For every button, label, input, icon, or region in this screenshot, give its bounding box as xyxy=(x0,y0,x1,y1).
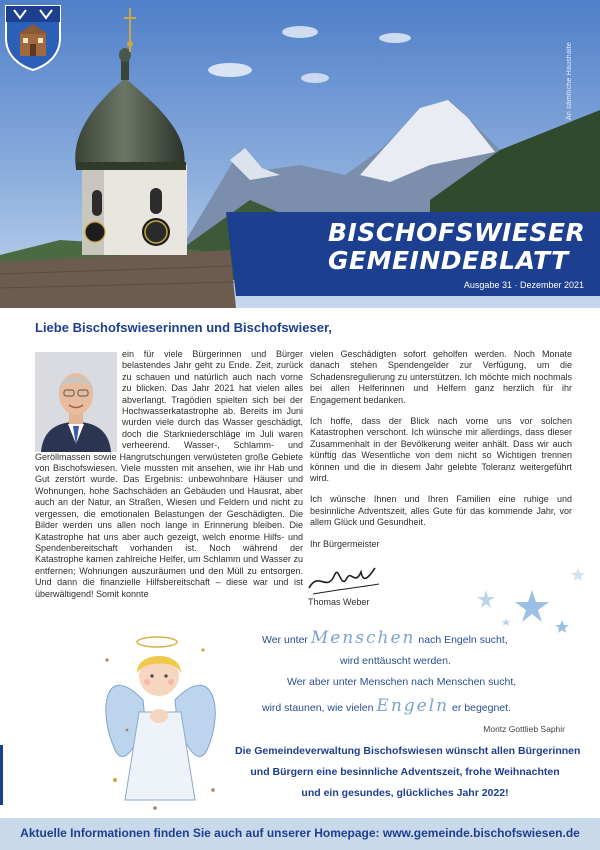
banner-notch xyxy=(226,212,236,296)
letter-paragraph: Ich hoffe, dass der Blick nach vorne uns vor solchen Katastrophen verschont. Ich wünsche mir allerdings, dass dieser Zusammenhalt in der Bevölkerung weiter anhält. Dass wir auch künftig das Wesentliche von dem nicht so Wichtigen trennen können und die in diesem Jahr gelebte Toleranz weitergeführt wird. xyxy=(310,416,572,484)
letter-paragraph: ein für viele Bürgerinnen und Bürger belastendes Jahr geht zu Ende. Zeit, zurück zu schauen und natürlich auch nach vorne zu blicken. Das Jahr 2021 hat vielen alles abverlangt. Tragödien spielten sich bei der Hochwasserkatastrophe ab. Bereits im Juni wurden viele durch das Wasser geschädigt, doch die Starkniederschläge im Juli waren verheerend. Wasser-, Schlamm- und Geröllmassen sowie Hangrutschungen verwüsteten große Gebiete von Bischofswiesen. Viele mussten mit ansehen, wie ihr Hab und Gut zerstört wurde. Das Ergebnis: unbewohnbare Häuser und Wohnungen, hohe Sachschäden an Gebäuden und Hausrat, aber auch an der Natur, an Straßen, Wiesen und Feldern und nicht zu vergessen, die emotionalen Belastungen der Geschädigten. Die Bilder werden uns allen noch lange in Erinnerung bleiben. Die Katastrophe hat uns aber auch gezeigt, welch enorme Hilfs- und Spendenbereitschaft vorhanden ist. Noch während der Katastrophe kamen zahlreiche Helfer, um Schlamm und Wasser zu entfernen; Wohnungen auszuräumen und den Müll zu entsorgen. Und dann die finanzielle Hilfsbereitschaft – diese war und ist überwältigend! Somit konnte xyxy=(35,349,303,599)
poem-line-4 xyxy=(262,696,511,716)
poem-text: nach Engeln sucht, xyxy=(418,634,508,646)
poem-line-2: wird enttäuscht werden. xyxy=(340,655,451,667)
issue-label: Ausgabe 31 · Dezember 2021 xyxy=(463,280,584,290)
letter-column-left xyxy=(35,349,303,600)
poem-text: er begegnet. xyxy=(452,702,511,714)
newsletter-title-line1: BISCHOFSWIESER xyxy=(328,218,586,247)
side-note: An sämtliche Haushalte xyxy=(566,42,573,120)
poem-author: Moritz Gottlieb Saphir xyxy=(483,724,565,734)
letter-closing: Ihr Bürgermeister xyxy=(310,538,380,549)
left-accent-rule xyxy=(0,745,3,805)
letter-column-right xyxy=(310,349,572,560)
wishes-line-3: und ein gesundes, glückliches Jahr 2022! xyxy=(301,787,509,799)
wishes-line-2: und Bürgern eine besinnliche Adventszeit, frohe Weihnachten xyxy=(250,766,560,778)
poem-text: Wer unter xyxy=(262,634,308,646)
signature-mark xyxy=(305,560,385,600)
poem-script-word: Menschen xyxy=(310,628,416,648)
poem-line-3: Wer aber unter Menschen nach Menschen sucht, xyxy=(287,676,517,688)
letter-greeting: Liebe Bischofswieserinnen und Bischofswieser, xyxy=(35,320,332,335)
header-photo xyxy=(0,0,600,308)
poem-script-word: Engeln xyxy=(376,696,450,716)
portrait-spacer xyxy=(35,349,122,451)
signer-name: Thomas Weber xyxy=(308,597,370,607)
letter-paragraph: vielen Geschädigten sofort geholfen werden. Noch Monate danach stehen Spendengelder zur Verfügung, um die Schadensregulierung zu unterstützen. Ich möchte mich nochmals bei allen Helferinnen und Helfern ganz herzlich für ihr Engagement bedanken. xyxy=(310,349,572,405)
letter-paragraph: Ich wünsche Ihnen und Ihren Familien eine ruhige und besinnliche Adventszeit, alles Gute für das kommende Jahr, vor allem Glück und Gesundheit. xyxy=(310,494,572,528)
angel-illustration xyxy=(95,620,230,815)
newsletter-title-line2: GEMEINDEBLATT xyxy=(328,246,569,275)
wishes-line-1: Die Gemeindeverwaltung Bischofswiesen wünscht allen Bürgerinnen xyxy=(235,745,581,757)
footer-homepage-link[interactable]: Aktuelle Informationen finden Sie auch auf unserer Homepage: www.gemeinde.bischofswiesen.de xyxy=(20,826,580,840)
poem-text: wird staunen, wie vielen xyxy=(262,702,374,714)
coat-of-arms-icon xyxy=(0,0,66,72)
poem-line-1 xyxy=(262,628,508,648)
